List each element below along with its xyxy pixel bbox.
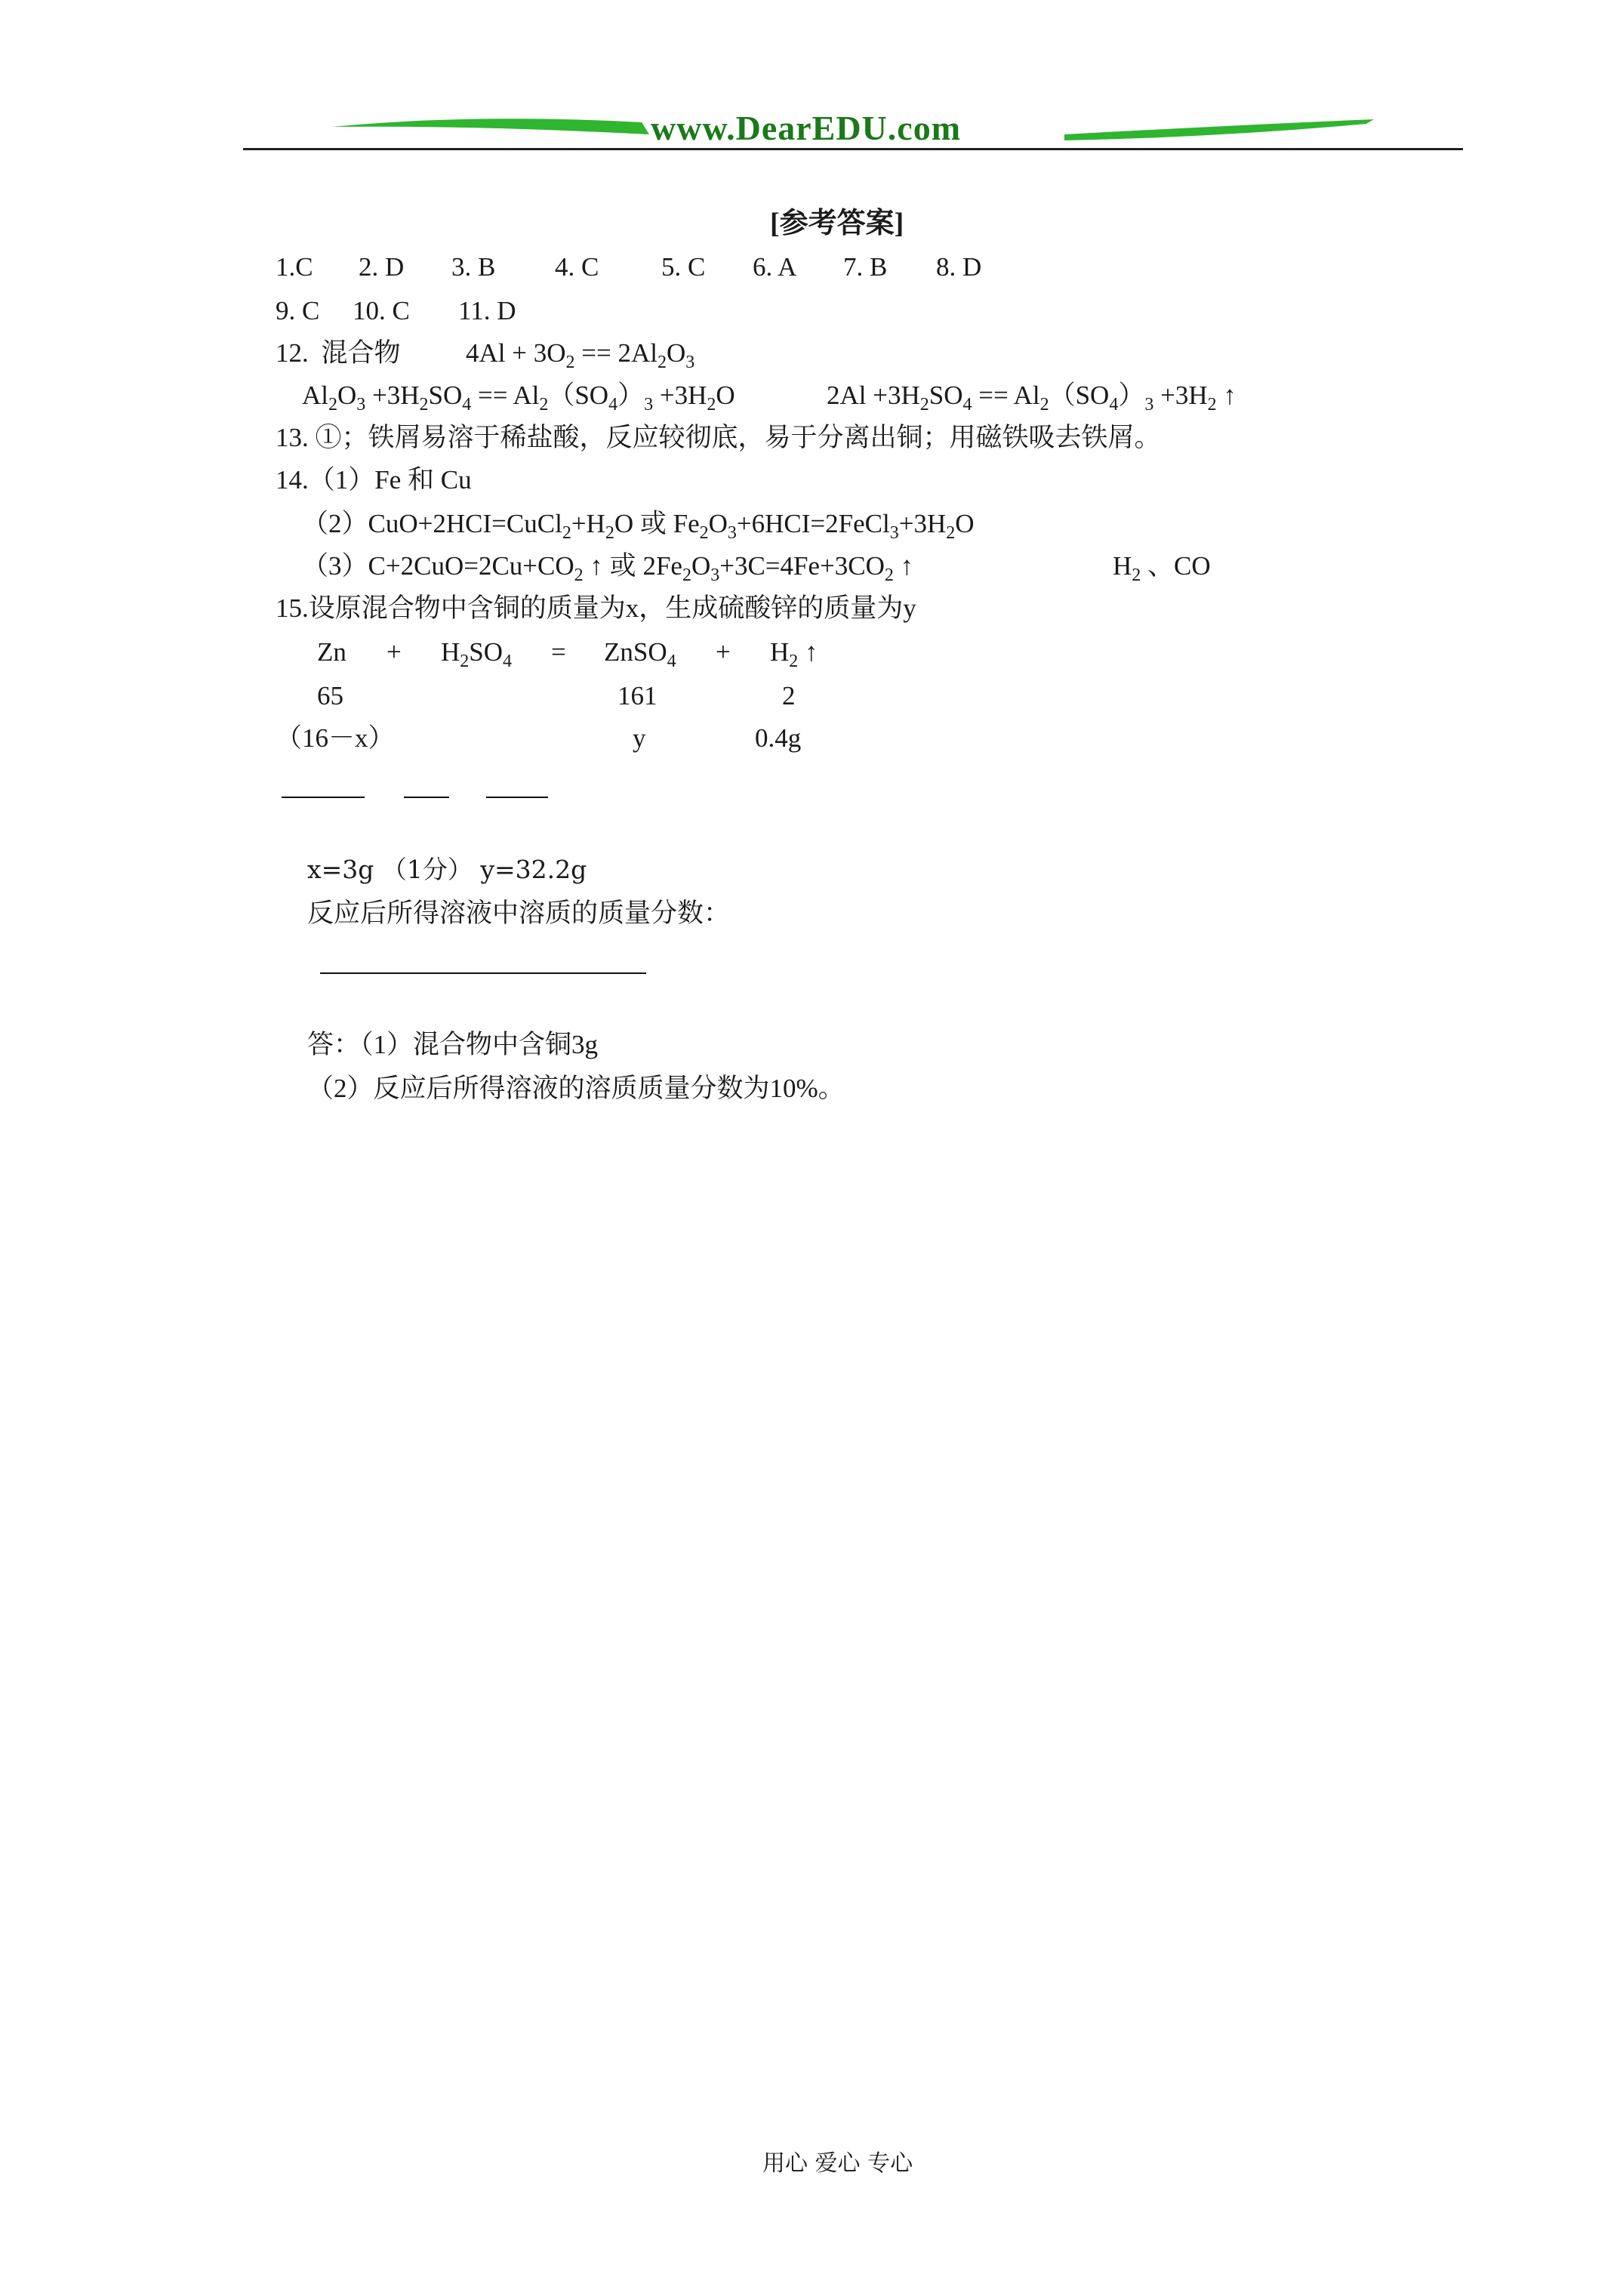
q13-answer: 13. ①；铁屑易溶于稀盐酸，反应较彻底，易于分离出铜；用磁铁吸去铁屑。 — [276, 423, 1161, 452]
right-swoosh-shape — [1064, 119, 1374, 140]
mc-answer: 7. B — [843, 252, 888, 282]
left-swoosh-shape — [332, 119, 649, 134]
q14-gases: $H_2$ 、CO — [1113, 551, 1211, 585]
q12-label — [276, 337, 401, 370]
q15-mass-znso4: 161 — [617, 681, 658, 710]
mc-answer: 1.C — [276, 252, 313, 282]
q15-eq-h2so4: $H_2SO_4$ — [441, 637, 513, 671]
q12-equation-3: $2Al +3H_2SO_4 == Al_2(SO_4)_3 +3H_2$ ↑ — [827, 381, 1236, 415]
footer-slogan: 用心 爱心 专心 — [762, 2150, 913, 2177]
mc-answer: 6. A — [753, 252, 797, 282]
q15-fraction-label: 反应后所得溶液中溶质的质量分数： — [307, 898, 731, 928]
page-title: [参考答案] — [770, 208, 904, 239]
q12-equation-1: $4Al + 3O_2 == 2Al_2O_3$ — [466, 338, 695, 372]
q14-part2-prefix: （2） — [302, 509, 368, 538]
q15-answer-1: 答：（1）混合物中含铜3g — [307, 1030, 599, 1059]
site-logo-text: www.DearEDU.com — [651, 109, 962, 147]
mc-answer: 2. D — [359, 252, 405, 282]
q15-eq-znso4: ZnSO$_4$ — [604, 637, 676, 671]
q15-eq-equals: = — [551, 637, 566, 667]
mc-answer: 3. B — [451, 252, 496, 282]
fraction-bar — [404, 797, 449, 798]
q15-mass-zn: 65 — [317, 681, 343, 710]
q15-eq-h2: $H_2$ ↑ — [770, 637, 818, 671]
q15-eq-zn: Zn — [317, 637, 346, 667]
mc-answer: 5. C — [661, 252, 706, 282]
q14-part3: $(3)C+2CuO=2Cu+CO_2$ ↑ 或 $2Fe_2O_3+3C=4Fe+3CO_2$ ↑ — [302, 551, 914, 585]
mc-answer: 8. D — [936, 252, 982, 282]
q15-results: x=3g （1分） y=32.2g — [307, 855, 587, 884]
q15-eq-plus: + — [387, 637, 402, 667]
q14-gas-sep: 、CO — [1147, 551, 1211, 581]
q15-unknown-y: y — [633, 723, 646, 753]
fraction-bar — [282, 797, 365, 798]
mc-answer: 9. C — [276, 296, 320, 325]
q15-mass-h2: 2 — [782, 681, 796, 710]
fraction-bar — [486, 797, 548, 798]
q14-or-2: 或 — [609, 551, 636, 581]
q15-unknown-h2: 0.4g — [755, 723, 802, 753]
q14-or: 或 — [639, 509, 667, 538]
q14-part3-prefix: （3） — [302, 551, 368, 581]
mc-answer: 11. D — [458, 296, 516, 325]
mc-answer: 10. C — [353, 296, 410, 325]
q15-intro: 15.设原混合物中含铜的质量为x，生成硫酸锌的质量为y — [276, 593, 916, 623]
q14-gas-h: H — [1113, 551, 1132, 581]
mc-answer: 4. C — [555, 252, 599, 282]
q12-equation-2: $Al_2O_3 +3H_2SO_4 == Al_2(SO_4)_3 +3H_2O$ — [302, 381, 735, 415]
q12-number: 12. — [276, 338, 309, 368]
fraction-bar-long — [320, 972, 646, 974]
q14-part2: $(2)CuO+2HCI=CuCl_2+H_2O$ 或 $Fe_2O_3+6HCI=2FeCl_3+3H_2O$ — [302, 509, 975, 543]
q14-part1: 14.（1）Fe 和 Cu — [276, 465, 472, 495]
q15-eq-plus-2: + — [716, 637, 731, 667]
q15-unknown-zn: （16－x） — [276, 723, 395, 753]
header-rule — [243, 148, 1463, 150]
q12-answer: 混合物 — [321, 338, 401, 368]
q15-answer-2: （2）反应后所得溶液的溶质质量分数为10%。 — [307, 1074, 845, 1103]
